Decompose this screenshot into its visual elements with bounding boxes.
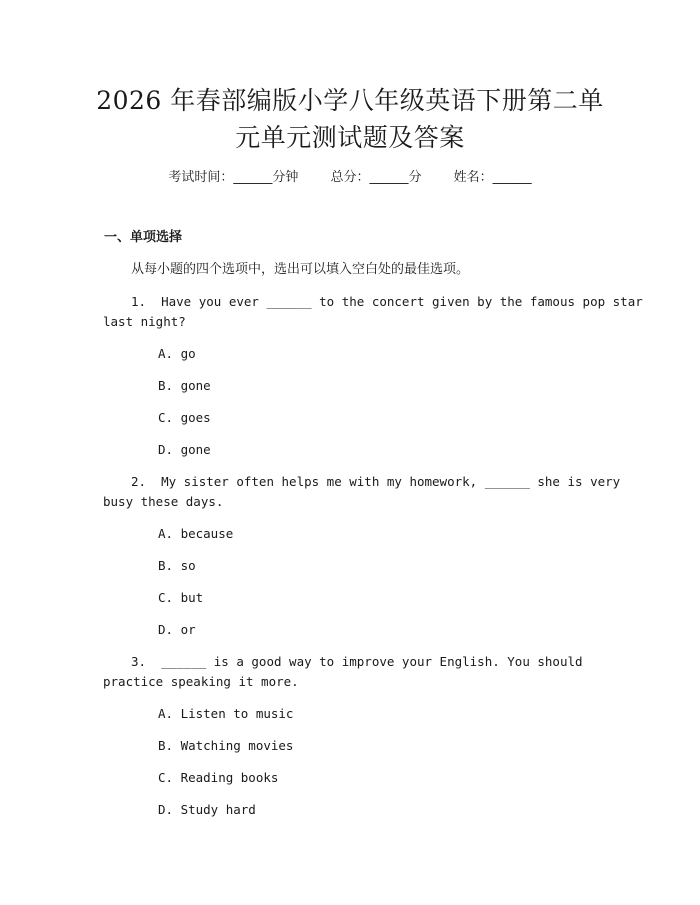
exam-time: 考试时间：______分钟 [168, 170, 299, 185]
question-3-text: 3. ______ is a good way to improve your English. You should [131, 654, 583, 669]
question-1-text-cont: last night? [103, 314, 186, 329]
question-2-text: 2. My sister often helps me with my homework, ______ she is very [131, 474, 621, 489]
question-3-option-d: D. Study hard [158, 802, 256, 817]
exam-name: 姓名：______ [453, 170, 532, 185]
question-1-option-b: B. gone [158, 378, 211, 393]
question-2-text-cont: busy these days. [103, 494, 224, 509]
question-3-option-c: C. Reading books [158, 770, 279, 785]
exam-meta [0, 168, 700, 188]
section-instruction: 从每小题的四个选项中，选出可以填入空白处的最佳选项。 [131, 262, 470, 277]
section-heading: 一、单项选择 [104, 230, 183, 245]
document-title-line1: 2026 年春部编版小学八年级英语下册第二单 [96, 86, 604, 115]
question-2-option-c: C. but [158, 590, 204, 605]
question-2-option-b: B. so [158, 558, 196, 573]
question-1-text: 1. Have you ever ______ to the concert given by the famous pop star [131, 294, 643, 309]
question-3-text-cont: practice speaking it more. [103, 674, 299, 689]
document-title-line2: 元单元测试题及答案 [235, 123, 465, 152]
question-2-option-d: D. or [158, 622, 196, 637]
question-3-option-a: A. Listen to music [158, 706, 294, 721]
question-3-option-b: B. Watching movies [158, 738, 294, 753]
question-1-option-a: A. go [158, 346, 196, 361]
question-1-option-c: C. goes [158, 410, 211, 425]
question-1-option-d: D. gone [158, 442, 211, 457]
exam-score: 总分：______分 [330, 170, 422, 185]
question-2-option-a: A. because [158, 526, 234, 541]
